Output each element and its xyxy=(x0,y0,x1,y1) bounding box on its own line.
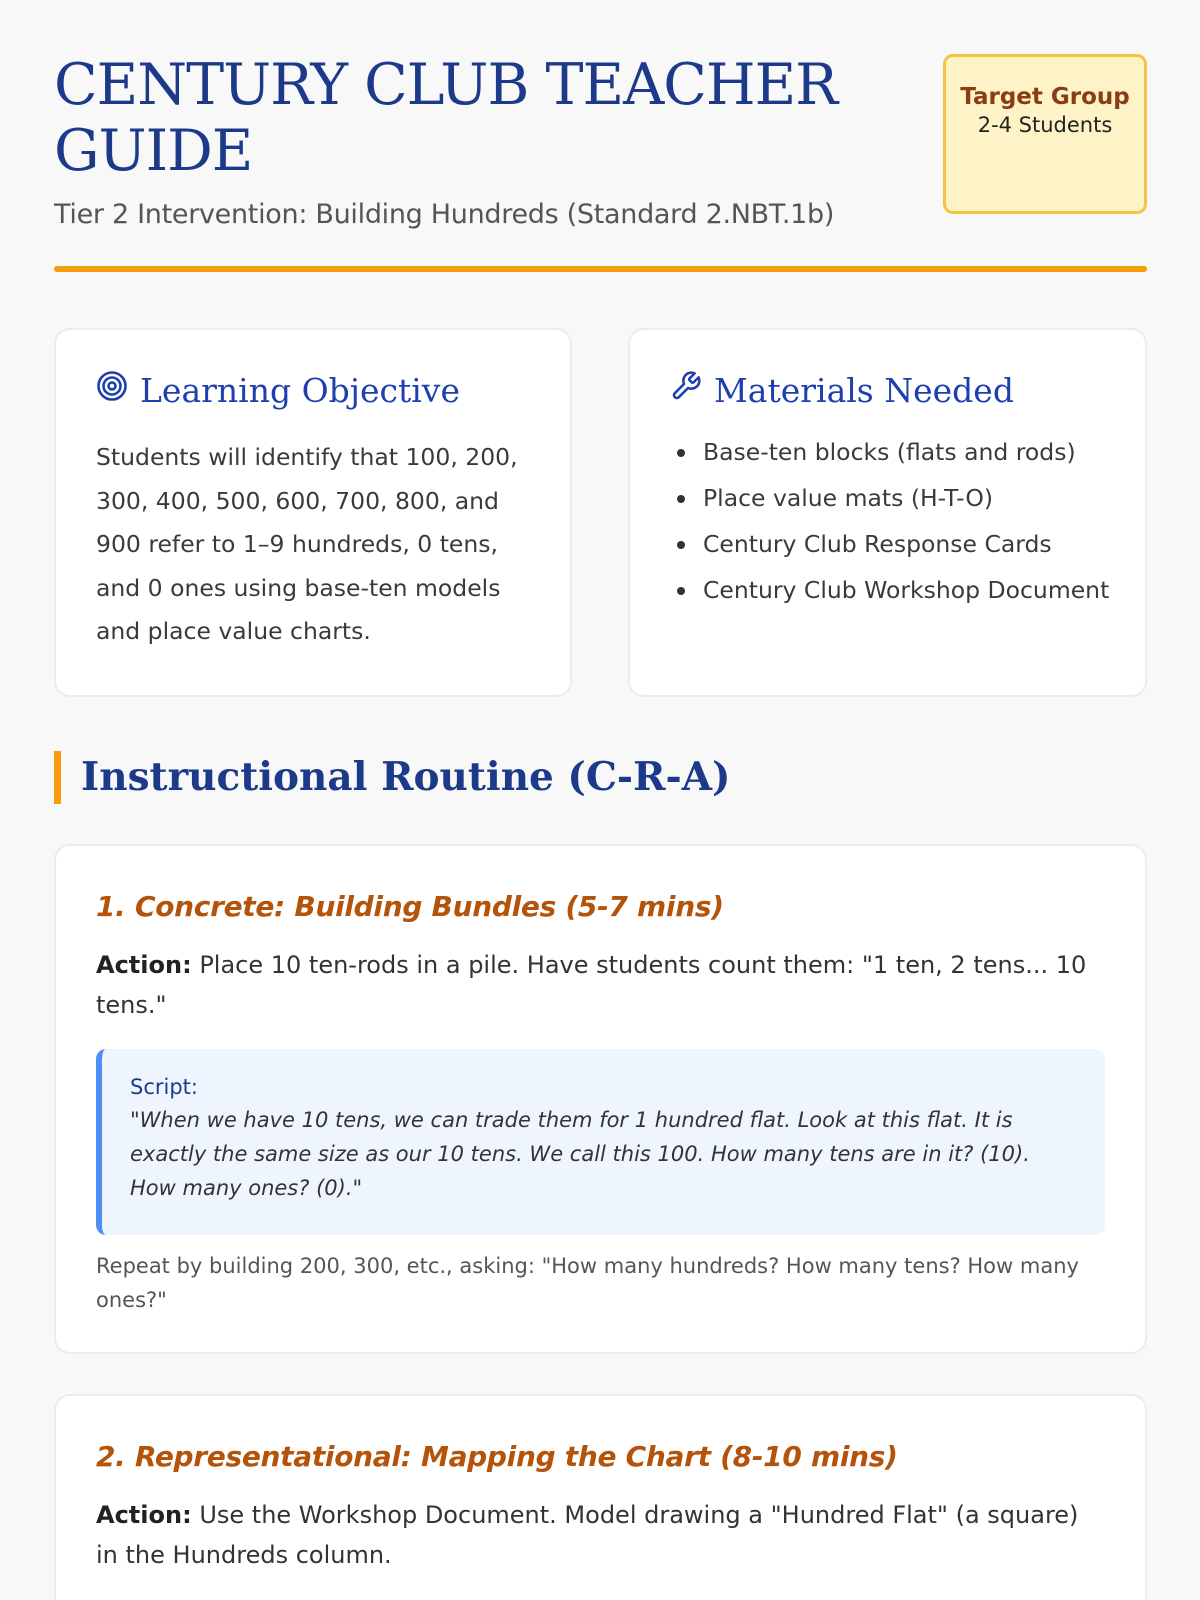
header-divider xyxy=(54,266,1147,272)
script-label: Script: xyxy=(130,1075,198,1099)
learning-objective-title: Learning Objective xyxy=(140,370,460,410)
step-action-label: Action: xyxy=(96,1501,192,1529)
script-callout xyxy=(96,1049,1105,1235)
materials-list-item: Base-ten blocks (flats and rods) xyxy=(670,432,1115,472)
wrench-icon xyxy=(670,370,702,410)
script-text: "When we have 10 tens, we can trade them for 1 hundred flat. Look at this flat. It is exactly the same size as our 10 tens. We call this 100. How many tens are in it? (10). How many ones? (0)." xyxy=(130,1108,1030,1200)
step-action xyxy=(96,1495,1105,1575)
target-group-label: Target Group xyxy=(960,84,1130,110)
materials-list xyxy=(670,432,1115,610)
page-title: CENTURY CLUB TEACHER GUIDE xyxy=(54,52,838,184)
instructional-routine-heading: Instructional Routine (C-R-A) xyxy=(54,751,854,804)
step-action-label: Action: xyxy=(96,951,192,979)
materials-needed-heading xyxy=(670,370,1115,410)
step-card-representational xyxy=(54,1394,1147,1600)
materials-list-item: Century Club Workshop Document xyxy=(670,570,1115,610)
step-title: 1. Concrete: Building Bundles (5-7 mins) xyxy=(96,890,724,923)
learning-objective-text: Students will identify that 100, 200, 300, 400, 500, 600, 700, 800, and 900 refer to 1–9 hundreds, 0 tens, and 0 ones using base-ten models and place value charts. xyxy=(96,443,518,645)
target-icon xyxy=(96,370,128,410)
teacher-guide-page xyxy=(54,0,1147,1569)
step-action xyxy=(96,945,1105,1025)
step-card-concrete xyxy=(54,844,1147,1354)
step-note: Repeat by building 200, 300, etc., asking: "How many hundreds? How many tens? How many ones?" xyxy=(96,1254,1079,1312)
materials-list-item: Place value mats (H-T-O) xyxy=(670,478,1115,518)
target-group-badge xyxy=(943,54,1147,214)
materials-needed-title: Materials Needed xyxy=(714,370,1014,410)
target-group-value: 2-4 Students xyxy=(977,113,1113,137)
page-header xyxy=(54,0,1147,275)
learning-objective-heading xyxy=(96,370,532,410)
learning-objective-card xyxy=(54,328,572,697)
step-title: 2. Representational: Mapping the Chart (8-10 mins) xyxy=(96,1440,898,1473)
materials-list-item: Century Club Response Cards xyxy=(670,524,1115,564)
step-action-text: Place 10 ten-rods in a pile. Have students count them: "1 ten, 2 tens... 10 tens." xyxy=(96,951,1087,1019)
step-action-text: Use the Workshop Document. Model drawing a "Hundred Flat" (a square) in the Hundreds column. xyxy=(96,1501,1079,1569)
materials-needed-card xyxy=(628,328,1147,697)
page-subtitle: Tier 2 Intervention: Building Hundreds (Standard 2.NBT.1b) xyxy=(54,199,835,230)
